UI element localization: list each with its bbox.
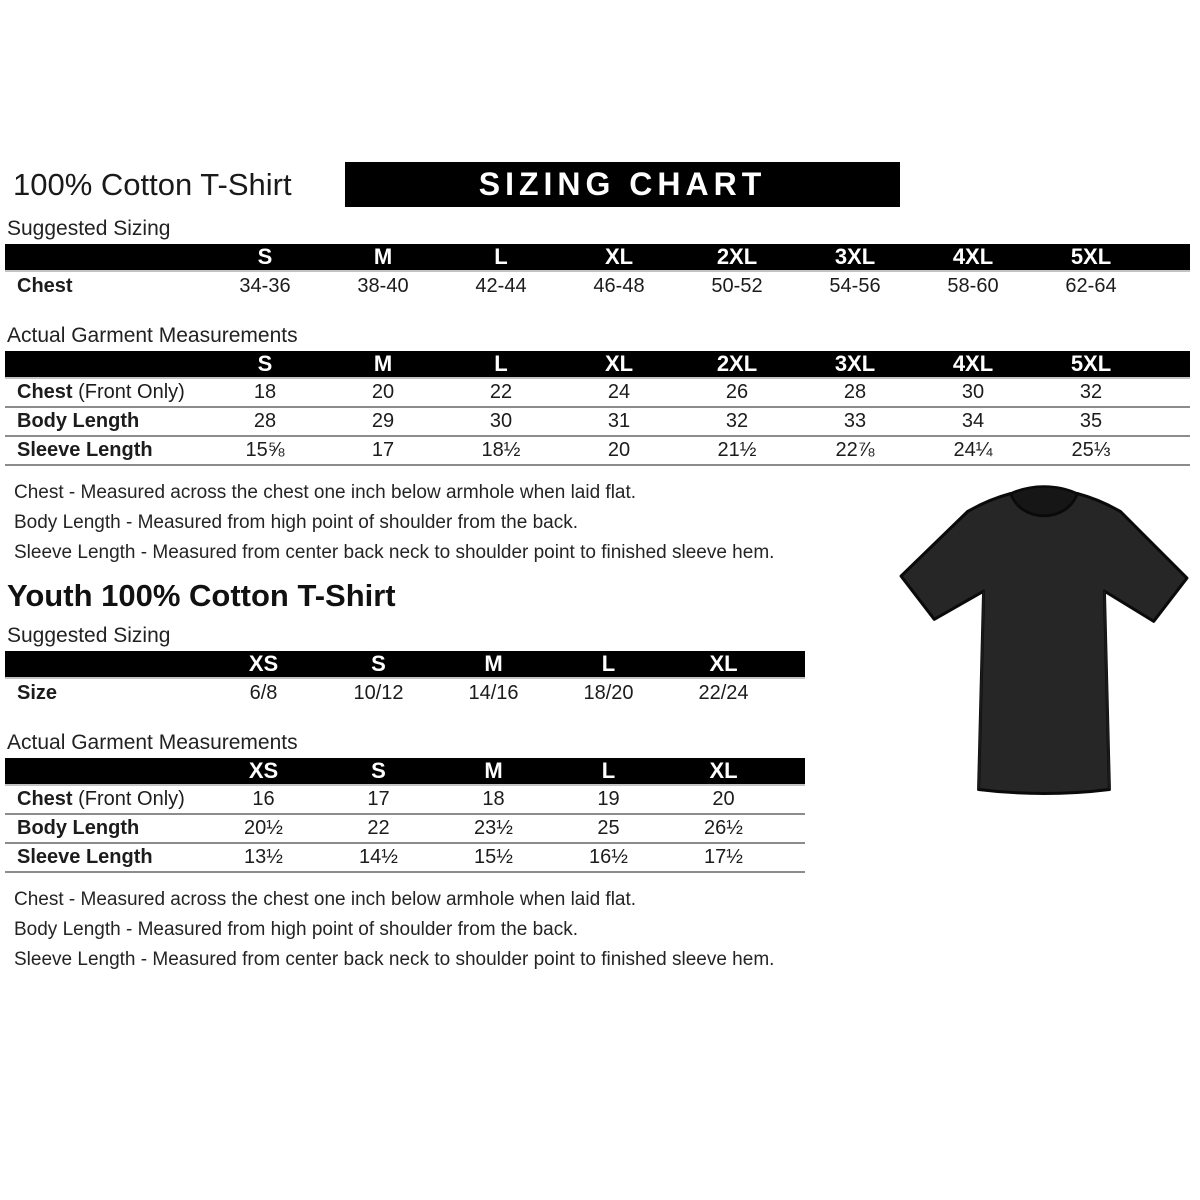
table-row-body-length [5, 407, 1190, 436]
tshirt-icon [893, 480, 1195, 810]
note-body-length: Body Length - Measured from high point of shoulder from the back. [14, 919, 578, 940]
cell: 20 [712, 788, 735, 810]
cell-filler [1150, 407, 1190, 436]
size-header: L [551, 758, 666, 785]
youth-suggested-sizing-label: Suggested Sizing [7, 624, 171, 647]
cell: 22/24 [698, 681, 749, 704]
table-row-chest [5, 785, 805, 814]
cell: 34-36 [239, 274, 291, 297]
cell: 24¼ [953, 439, 993, 461]
row-label-suffix: (Front Only) [72, 788, 185, 810]
cell: 10/12 [353, 681, 404, 704]
header-corner-cell [5, 244, 206, 271]
cell: 54-56 [829, 274, 881, 297]
cell: 15½ [474, 846, 513, 868]
size-header: 2XL [678, 244, 796, 271]
cell: 28 [843, 381, 867, 403]
header-filler-cell [781, 651, 805, 678]
size-header: XS [206, 758, 321, 785]
page-title: 100% Cotton T-Shirt [13, 167, 292, 202]
size-header: XL [666, 758, 781, 785]
cell-filler [781, 785, 805, 814]
cell: 30 [961, 381, 985, 403]
size-header-row [5, 351, 1190, 378]
adult-actual-measurements-table [5, 351, 1190, 466]
size-header: S [321, 758, 436, 785]
header-filler-cell [1150, 351, 1190, 378]
cell: 18 [482, 788, 505, 810]
sizing-chart-banner: SIZING CHART [345, 162, 900, 207]
note-chest: Chest - Measured across the chest one inch below armhole when laid flat. [14, 889, 637, 910]
cell: 25⅓ [1071, 439, 1111, 461]
cell: 13½ [244, 846, 283, 868]
row-label-text: Chest [17, 381, 73, 403]
row-label [5, 436, 206, 465]
youth-actual-measurements-table [5, 758, 805, 873]
cell: 18 [253, 381, 277, 403]
cell: 46-48 [593, 274, 645, 297]
row-label-text: Chest [17, 788, 73, 810]
header-row [5, 162, 1190, 207]
adult-actual-measurements-label: Actual Garment Measurements [7, 324, 298, 347]
cell: 38-40 [357, 274, 409, 297]
cell-filler [781, 843, 805, 872]
row-label [5, 678, 206, 707]
size-header: L [551, 651, 666, 678]
size-header: 3XL [796, 244, 914, 271]
youth-measurement-notes [14, 885, 1190, 975]
cell: 32 [725, 410, 749, 432]
cell: 16½ [589, 846, 628, 868]
size-header: M [436, 651, 551, 678]
table-row-chest [5, 378, 1190, 407]
black-tshirt-image [893, 480, 1195, 810]
youth-actual-measurements-label: Actual Garment Measurements [7, 731, 298, 754]
cell: 42-44 [475, 274, 527, 297]
row-label-text: Body Length [17, 817, 140, 839]
size-header: XL [560, 244, 678, 271]
size-header: 4XL [914, 244, 1032, 271]
cell-filler [1150, 378, 1190, 407]
adult-suggested-sizing-label: Suggested Sizing [7, 217, 171, 240]
table-row-sleeve-length [5, 436, 1190, 465]
cell: 28 [253, 410, 277, 432]
size-header: 2XL [678, 351, 796, 378]
cell: 6/8 [249, 681, 278, 704]
cell: 22 [367, 817, 390, 839]
size-header: 3XL [796, 351, 914, 378]
cell: 22⅞ [835, 439, 875, 461]
cell: 20 [607, 439, 631, 461]
size-header-row [5, 758, 805, 785]
cell: 21½ [717, 439, 757, 461]
header-corner-cell [5, 758, 206, 785]
row-label [5, 785, 206, 814]
cell: 20 [371, 381, 395, 403]
row-label-text: Sleeve Length [17, 846, 153, 868]
row-label [5, 271, 206, 300]
size-header: L [442, 244, 560, 271]
cell: 62-64 [1065, 274, 1117, 297]
cell: 16 [252, 788, 275, 810]
row-label [5, 407, 206, 436]
note-sleeve-length: Sleeve Length - Measured from center back neck to shoulder point to finished sleeve hem. [14, 542, 775, 563]
table-row-sleeve-length [5, 843, 805, 872]
cell: 15⅝ [245, 439, 285, 461]
cell: 26 [725, 381, 749, 403]
row-label-suffix: (Front Only) [72, 381, 185, 403]
cell-filler [781, 678, 805, 707]
cell: 33 [843, 410, 867, 432]
cell: 18½ [481, 439, 521, 461]
cell: 17 [371, 439, 395, 461]
cell: 14½ [359, 846, 398, 868]
size-header: M [324, 351, 442, 378]
row-label [5, 843, 206, 872]
cell: 26½ [704, 817, 743, 839]
note-body-length: Body Length - Measured from high point of shoulder from the back. [14, 512, 578, 533]
cell: 25 [597, 817, 620, 839]
youth-suggested-sizing-table [5, 651, 805, 707]
size-header: S [206, 244, 324, 271]
note-chest: Chest - Measured across the chest one inch below armhole when laid flat. [14, 482, 637, 503]
header-filler-cell [1150, 244, 1190, 271]
size-header: 5XL [1032, 244, 1150, 271]
cell-filler [1150, 436, 1190, 465]
row-label-text: Sleeve Length [17, 439, 153, 461]
cell: 23½ [474, 817, 513, 839]
cell: 22 [489, 381, 513, 403]
cell: 34 [961, 410, 985, 432]
cell: 58-60 [947, 274, 999, 297]
cell: 50-52 [711, 274, 763, 297]
size-header: XL [560, 351, 678, 378]
cell: 17 [367, 788, 390, 810]
header-corner-cell [5, 351, 206, 378]
row-label [5, 378, 206, 407]
size-header: L [442, 351, 560, 378]
table-row-body-length [5, 814, 805, 843]
size-header: M [436, 758, 551, 785]
cell: 24 [607, 381, 631, 403]
cell: 19 [597, 788, 620, 810]
size-header-row [5, 651, 805, 678]
cell: 20½ [244, 817, 283, 839]
header-filler-cell [781, 758, 805, 785]
cell-filler [781, 814, 805, 843]
size-header: 5XL [1032, 351, 1150, 378]
cell: 32 [1079, 381, 1103, 403]
cell: 29 [371, 410, 395, 432]
youth-section-title: Youth 100% Cotton T-Shirt [7, 578, 396, 613]
size-header: S [206, 351, 324, 378]
table-row-size [5, 678, 805, 707]
size-header: S [321, 651, 436, 678]
size-header-row [5, 244, 1190, 271]
note-sleeve-length: Sleeve Length - Measured from center back neck to shoulder point to finished sleeve hem. [14, 949, 775, 970]
cell: 14/16 [468, 681, 519, 704]
cell: 17½ [704, 846, 743, 868]
cell: 30 [489, 410, 513, 432]
adult-suggested-sizing-table [5, 244, 1190, 300]
cell: 18/20 [583, 681, 634, 704]
row-label [5, 814, 206, 843]
row-label-text: Size [17, 681, 58, 704]
cell: 31 [607, 410, 631, 432]
size-header: M [324, 244, 442, 271]
table-row-chest [5, 271, 1190, 300]
row-label-text: Body Length [17, 410, 140, 432]
size-header: XL [666, 651, 781, 678]
size-header: XS [206, 651, 321, 678]
size-header: 4XL [914, 351, 1032, 378]
row-label-text: Chest [17, 274, 73, 297]
cell: 35 [1079, 410, 1103, 432]
cell-filler [1150, 271, 1190, 300]
header-corner-cell [5, 651, 206, 678]
